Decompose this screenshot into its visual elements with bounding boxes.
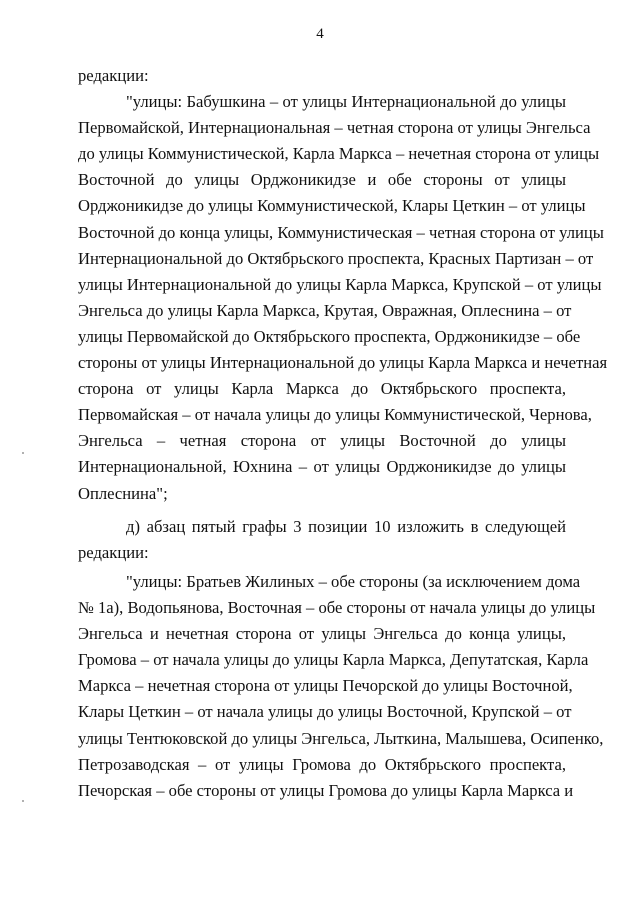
text-line: "улицы: Бабушкина – от улицы Интернациональной до улицы (126, 92, 566, 112)
text-line: Восточной до конца улицы, Коммунистическая – четная сторона от улицы (78, 222, 604, 242)
text-line: улицы Тентюковской до улицы Энгельса, Лыткина, Малышева, Осипенко, (78, 728, 604, 748)
text-line: Громова – от начала улицы до улицы Карла Маркса, Депутатская, Карла (78, 650, 589, 670)
text-line: Интернациональной, Юхнина – от улицы Орджоникидзе до улицы (78, 457, 566, 477)
text-line: Клары Цеткин – от начала улицы до улицы Восточной, Крупской – от (78, 702, 572, 722)
text-line: редакции: (78, 543, 149, 563)
text-line: Энгельса и нечетная сторона от улицы Энгельса до конца улицы, (78, 624, 566, 644)
text-line: Энгельса до улицы Карла Маркса, Крутая, Овражная, Оплеснина – от (78, 300, 572, 320)
text-line: редакции: (78, 66, 149, 85)
text-line: Первомайской, Интернациональная – четная сторона от улицы Энгельса (78, 118, 591, 138)
text-line: д) абзац пятый графы 3 позиции 10 изложить в следующей (126, 517, 566, 536)
text-line: Энгельса – четная сторона от улицы Восточной до улицы (78, 431, 566, 451)
paragraph-block-3 (78, 569, 604, 804)
text-line: улицы Интернациональной до улицы Карла Маркса, Крупской – от улицы (78, 274, 602, 294)
text-line: стороны от улицы Интернациональной до улицы Карла Маркса и нечетная (78, 353, 608, 373)
paragraph-block-2 (78, 514, 566, 566)
text-line: Восточной до улицы Орджоникидзе и обе стороны от улицы (78, 170, 566, 190)
page-number: 4 (316, 26, 324, 42)
paragraph-block-1 (78, 63, 608, 507)
text-line: сторона от улицы Карла Маркса до Октябрьского проспекта, (78, 379, 566, 399)
text-line: Орджоникидзе до улицы Коммунистической, Клары Цеткин – от улицы (78, 196, 586, 216)
text-line: Маркса – нечетная сторона от улицы Печорской до улицы Восточной, (78, 676, 573, 696)
text-line: № 1а), Водопьянова, Восточная – обе стороны от начала улицы до улицы (78, 598, 596, 618)
margin-dot (22, 452, 24, 454)
text-line: Оплеснина"; (78, 483, 168, 503)
text-line: Петрозаводская – от улицы Громова до Октябрьского проспекта, (78, 754, 566, 774)
text-line: Интернациональной до Октябрьского проспекта, Красных Партизан – от (78, 248, 594, 268)
text-line: Печорская – обе стороны от улицы Громова до улицы Карла Маркса и (78, 780, 574, 800)
margin-dot (22, 800, 24, 802)
text-line: "улицы: Братьев Жилиных – обе стороны (за исключением дома (126, 572, 581, 591)
text-line: Первомайская – от начала улицы до улицы Коммунистической, Чернова, (78, 405, 592, 425)
text-line: до улицы Коммунистической, Карла Маркса – нечетная сторона от улицы (78, 144, 600, 164)
text-line: улицы Первомайской до Октябрьского проспекта, Орджоникидзе – обе (78, 326, 581, 346)
